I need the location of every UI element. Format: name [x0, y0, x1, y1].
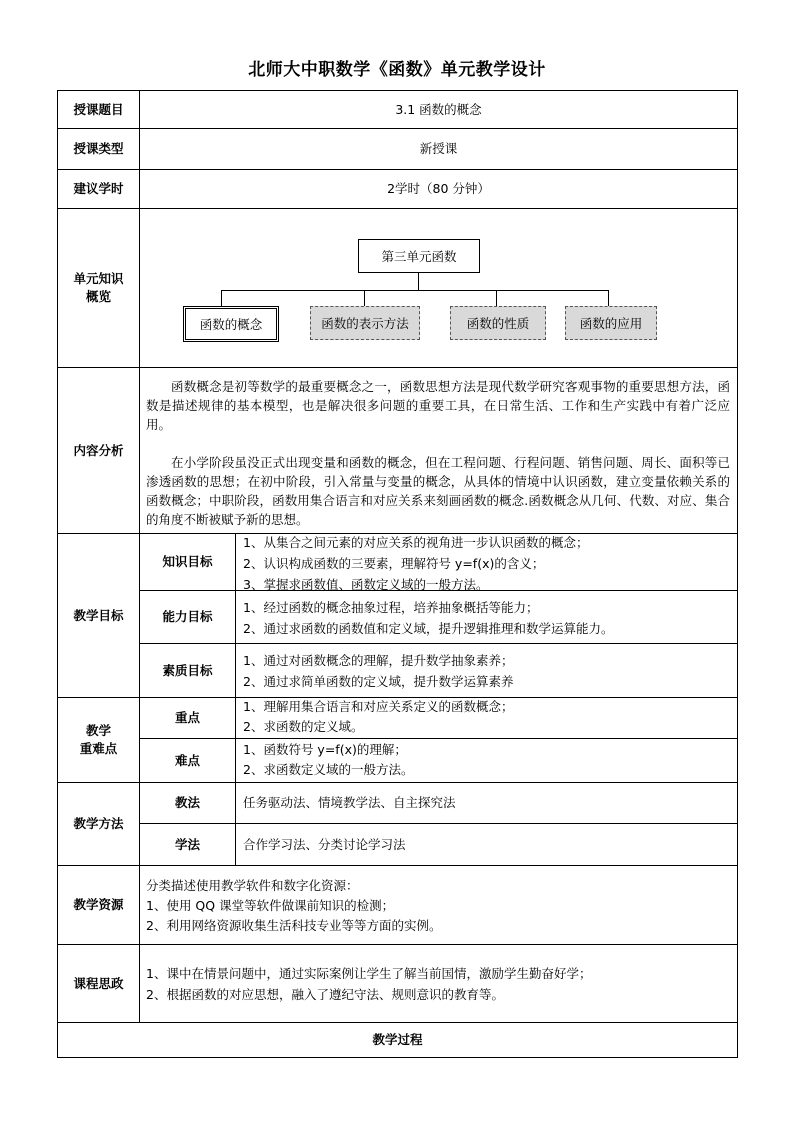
key-point-item: 2、求函数的定义域。 [243, 719, 364, 734]
knowledge-goal-item: 3、掌握求函数值、函数定义域的一般方法。 [243, 577, 489, 592]
column-divider [235, 533, 236, 782]
difficult-point-list [243, 740, 413, 780]
quality-goal-list [243, 650, 513, 692]
quality-goal-item: 2、通过求简单函数的定义域，提升数学运算素养 [243, 674, 514, 689]
teaching-methods-label: 教学方法 [73, 816, 124, 831]
diagram-root-node: 第三单元函数 [358, 239, 480, 273]
knowledge-goal-item: 2、认识构成函数的三要素，理解符号 y=f(x)的含义； [243, 556, 545, 571]
diagram-node-function-representation: 函数的表示方法 [310, 306, 420, 340]
learning-method-label: 学法 [174, 836, 200, 852]
diagram-connector [221, 290, 222, 306]
content-analysis-text [146, 377, 730, 529]
diagram-connector [364, 290, 365, 306]
key-points-label-line2: 重难点 [79, 741, 118, 756]
document-title: 北师大中职数学《函数》单元教学设计 [248, 60, 546, 80]
course-ideology-list [146, 963, 591, 1005]
resource-item: 1、使用 QQ 课堂等软件做课前知识的检测； [146, 898, 395, 913]
course-topic-value: 3.1 函数的概念 [395, 101, 482, 117]
teaching-process-header: 教学过程 [372, 1032, 423, 1047]
course-topic-label: 授课题目 [73, 101, 124, 117]
lesson-plan-table [57, 90, 738, 1058]
content-analysis-paragraph-2: 在小学阶段虽没正式出现变量和函数的概念，但在工程问题、行程问题、销售问题、周长、面积等已渗透函数的思想；在初中阶段，引入常量与变量的概念，从具体的情境中认识函数，建立变量依赖关系的函数概念；中职阶段，函数用集合语言和对应关系来刻画函数的概念.函数概念从几何、代数、对应、集合的角度不断被赋予新的思想。 [146, 455, 730, 527]
quality-goal-label: 素质目标 [162, 662, 213, 678]
diagram-node-function-properties: 函数的性质 [450, 306, 546, 340]
resource-item: 2、利用网络资源收集生活科技专业等等方面的实例。 [146, 918, 442, 933]
row-divider [58, 367, 737, 368]
teaching-goals-label: 教学目标 [73, 607, 124, 623]
knowledge-goal-item: 1、从集合之间元素的对应关系的视角进一步认识函数的概念； [243, 535, 589, 550]
quality-goal-item: 1、通过对函数概念的理解，提升数学抽象素养； [243, 653, 514, 668]
diagram-node-function-concept: 函数的概念 [183, 306, 279, 342]
course-ideology-label: 课程思政 [73, 975, 124, 991]
diagram-connector [221, 290, 608, 291]
key-point-label: 重点 [174, 710, 200, 725]
learning-method-value: 合作学习法、分类讨论学习法 [243, 836, 406, 852]
key-points-label-line1: 教学 [85, 723, 111, 738]
suggested-hours-value: 2学时（80 分钟） [387, 181, 490, 196]
row-divider [58, 865, 737, 866]
diagram-connector [608, 290, 609, 306]
teaching-resources-list [146, 876, 441, 936]
ability-goal-item: 1、经过函数的概念抽象过程，培养抽象概括等能力； [243, 600, 539, 615]
diagram-connector [418, 273, 419, 290]
ability-goal-label: 能力目标 [162, 609, 213, 624]
course-type-label: 授课类型 [73, 141, 124, 156]
ability-goal-list [243, 597, 613, 639]
course-type-value: 新授课 [419, 141, 458, 156]
row-divider [58, 208, 737, 209]
teaching-method-value: 任务驱动法、情境教学法、自主探究法 [243, 795, 456, 810]
diagram-node-function-applications: 函数的应用 [565, 306, 657, 340]
key-point-list [243, 697, 513, 737]
diagram-connector [496, 290, 497, 306]
unit-overview-label [58, 209, 139, 367]
difficult-point-label: 难点 [174, 752, 200, 768]
row-divider [58, 944, 737, 945]
resource-item: 分类描述使用教学软件和数字化资源： [146, 878, 359, 893]
difficult-point-item: 2、求函数定义域的一般方法。 [243, 762, 414, 777]
unit-overview-label-line1: 单元知识 [73, 271, 124, 286]
teaching-resources-label: 教学资源 [73, 897, 124, 912]
key-points-label [58, 698, 139, 782]
difficult-point-item: 1、函数符号 y=f(x)的理解； [243, 742, 407, 757]
content-analysis-paragraph-1: 函数概念是初等数学的最重要概念之一，函数思想方法是现代数学研究客观事物的重要思想方法，函数是描述规律的基本模型，也是解决很多问题的重要工具，在日常生活、工作和生产实践中有着广泛应用。 [146, 379, 730, 432]
ideology-item: 1、课中在情景问题中，通过实际案例让学生了解当前国情，激励学生勤奋好学； [146, 966, 592, 981]
unit-overview-label-line2: 概览 [85, 289, 111, 304]
ability-goal-item: 2、通过求函数的函数值和定义域，提升逻辑推理和数学运算能力。 [243, 621, 614, 636]
key-point-item: 1、理解用集合语言和对应关系定义的函数概念； [243, 699, 514, 714]
teaching-method-label: 教法 [174, 795, 200, 810]
ideology-item: 2、根据函数的对应思想，融入了遵纪守法、规则意识的教育等。 [146, 987, 504, 1002]
suggested-hours-label: 建议学时 [73, 181, 124, 196]
content-analysis-label: 内容分析 [73, 442, 124, 458]
knowledge-goal-label: 知识目标 [162, 554, 213, 569]
knowledge-goal-list [243, 532, 588, 595]
